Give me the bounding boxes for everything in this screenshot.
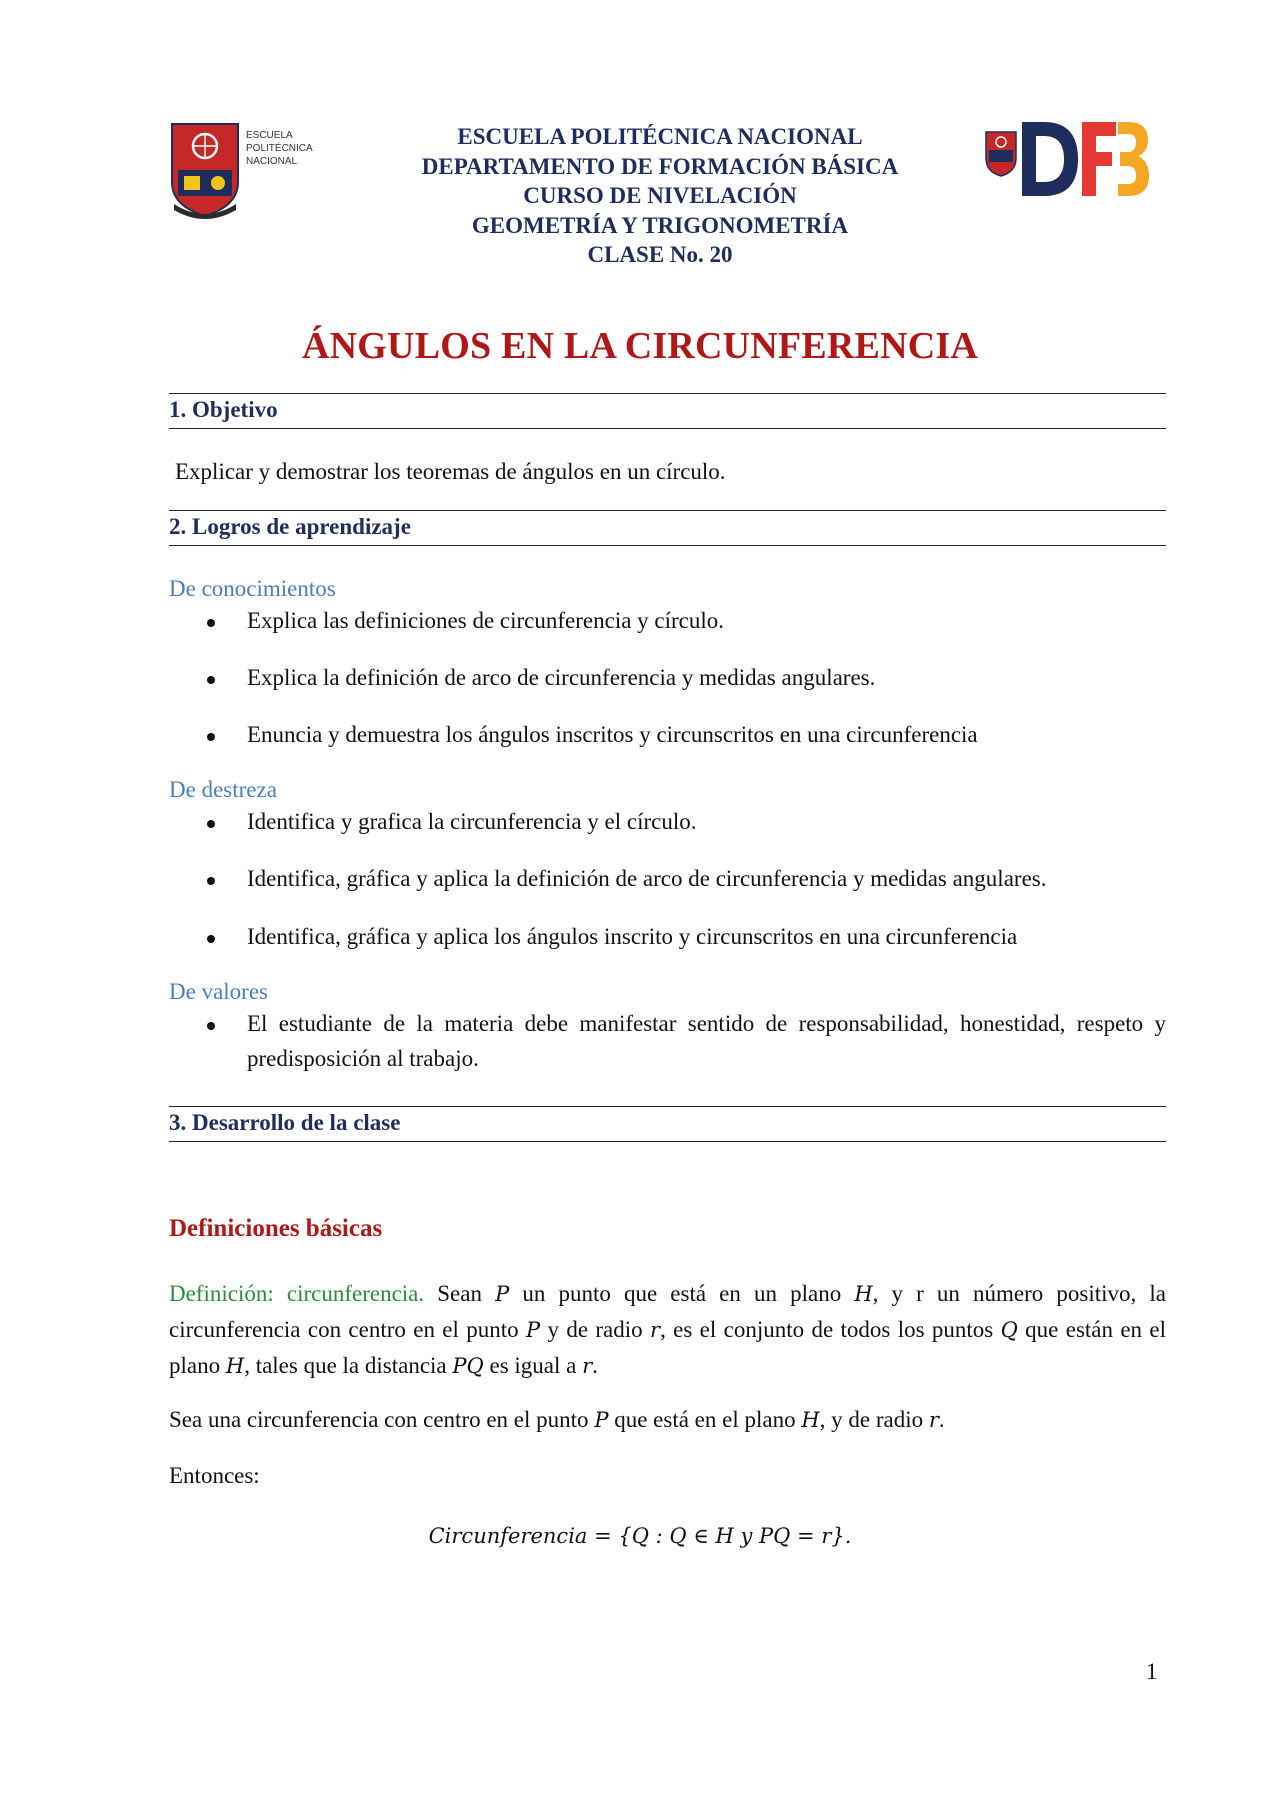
bullet-icon	[207, 820, 215, 828]
math-var: Q	[1000, 1318, 1018, 1342]
definition-text: , es el conjunto de todos los puntos	[660, 1317, 1001, 1342]
definition-text: Sean	[424, 1281, 496, 1306]
bullet-icon	[207, 733, 215, 741]
logo-left-line-3: NACIONAL	[246, 156, 298, 167]
bullet-icon	[207, 619, 215, 627]
sea-paragraph	[169, 1402, 1166, 1438]
list-item-text: Identifica, gráfica y aplica los ángulos inscrito y circunscritos en una circunferencia	[247, 924, 1018, 949]
logo-left-line-1: ESCUELA	[246, 130, 293, 141]
definition-text: , y r un número positivo, la circunferencia con centro en el punto	[169, 1281, 1166, 1342]
section-desarrollo-heading	[169, 1106, 1166, 1142]
subheading-valores: De valores	[169, 979, 268, 1004]
math-var: r	[928, 1408, 939, 1432]
circumference-formula	[0, 1523, 1280, 1549]
definition-text: un punto que está en un plano	[509, 1281, 855, 1306]
bullet-icon	[207, 676, 215, 684]
section-logros-heading	[169, 510, 1166, 546]
section-objetivo-label: 1. Objetivo	[169, 397, 278, 422]
math-var: H	[801, 1408, 820, 1432]
definition-text: es igual a	[483, 1353, 583, 1378]
list-item-text: Explica la definición de arco de circunferencia y medidas angulares.	[247, 665, 876, 690]
document-title: ÁNGULOS EN LA CIRCUNFERENCIA	[302, 325, 978, 367]
paragraph-text: Sea una circunferencia con centro en el punto	[169, 1407, 595, 1432]
list-item-text: Identifica, gráfica y aplica la definición de arco de circunferencia y medidas angulares.	[247, 866, 1047, 891]
header-line-1: ESCUELA POLITÉCNICA NACIONAL	[457, 124, 863, 149]
paragraph-text: .	[938, 1407, 945, 1432]
paragraph-text: , y de radio	[819, 1407, 929, 1432]
math-var: r	[582, 1354, 593, 1378]
math-var: P	[594, 1408, 609, 1432]
entonces-text: Entonces:	[169, 1463, 260, 1488]
dfb-logo	[982, 118, 1150, 200]
paragraph-text: que está en el plano	[608, 1407, 802, 1432]
definiciones-heading: Definiciones básicas	[169, 1215, 383, 1242]
definition-paragraph	[169, 1276, 1166, 1384]
logo-left-line-2: POLITÉCNICA	[246, 143, 313, 154]
list-item-text: Identifica y grafica la circunferencia y el círculo.	[247, 809, 697, 834]
definition-text: y de radio	[540, 1317, 651, 1342]
math-var: r	[650, 1318, 661, 1342]
bullet-icon	[207, 877, 215, 885]
epn-logo	[170, 120, 328, 222]
math-var: H	[225, 1354, 245, 1378]
objetivo-text: Explicar y demostrar los teoremas de ángulos en un círculo.	[175, 459, 726, 484]
header-line-4: GEOMETRÍA Y TRIGONOMETRÍA	[471, 212, 849, 238]
institution-header	[330, 122, 990, 270]
bullet-icon	[207, 935, 215, 943]
list-item-text: El estudiante de la materia debe manifestar sentido de responsabilidad, honestidad, respeto y predisposición al trabajo.	[247, 1011, 1166, 1071]
definition-text: que están en el plano	[169, 1317, 1167, 1378]
math-var: H	[854, 1282, 873, 1306]
section-desarrollo-label: 3. Desarrollo de la clase	[169, 1110, 401, 1135]
page-number: 1	[1146, 1659, 1158, 1684]
section-logros-label: 2. Logros de aprendizaje	[169, 514, 411, 539]
math-var: P	[495, 1282, 510, 1306]
section-objetivo-heading	[169, 393, 1166, 429]
bullet-icon	[207, 1022, 215, 1030]
header-line-2: DEPARTAMENTO DE FORMACIÓN BÁSICA	[421, 153, 899, 179]
formula-text: Circunferencia = {Q : Q ∈ H y PQ = r}.	[428, 1524, 852, 1548]
subheading-conocimientos: De conocimientos	[169, 576, 336, 601]
definition-label: Definición: circunferencia.	[169, 1281, 425, 1306]
definition-text: .	[592, 1353, 598, 1378]
definition-text: , tales que la distancia	[244, 1353, 453, 1378]
math-var: P	[526, 1318, 541, 1342]
list-item-text: Enuncia y demuestra los ángulos inscritos y circunscritos en una circunferencia	[247, 722, 978, 747]
list-item-text: Explica las definiciones de circunferencia y círculo.	[247, 608, 725, 633]
subheading-destreza: De destreza	[169, 777, 277, 802]
header-line-5: CLASE No. 20	[587, 242, 733, 267]
math-var: PQ	[452, 1354, 484, 1378]
header-line-3: CURSO DE NIVELACIÓN	[523, 183, 797, 208]
